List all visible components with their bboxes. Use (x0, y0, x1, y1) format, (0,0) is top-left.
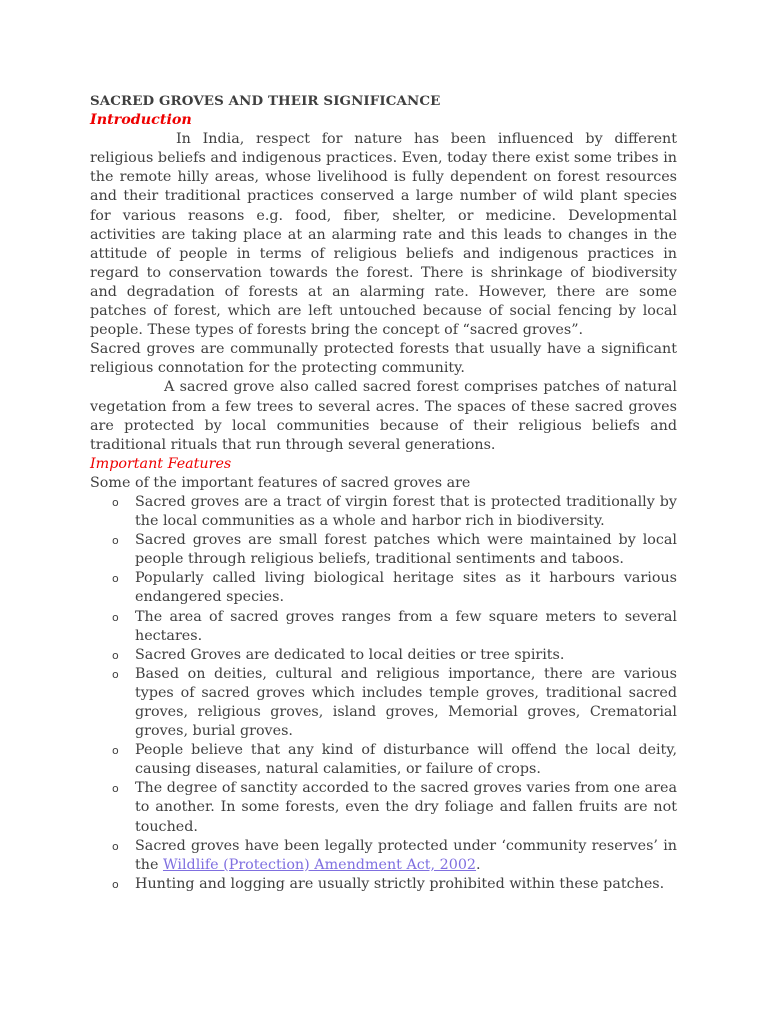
list-item-text: The area of sacred groves ranges from a few square meters to several hectares. (135, 608, 677, 644)
list-item-text: Based on deities, cultural and religious importance, there are various types of sacred groves which includes temple groves, traditional sacred groves, religious groves, island groves, Memorial groves, Crematorial groves, burial groves. (135, 665, 677, 740)
list-item (112, 875, 677, 894)
bullet-icon: o (112, 744, 119, 758)
list-item (112, 608, 677, 646)
bullet-icon: o (112, 839, 119, 853)
list-item (112, 837, 677, 875)
list-item-text: People believe that any kind of disturbance will offend the local deity, causing diseases, natural calamities, or failure of crops. (135, 742, 677, 778)
introduction-heading: Introduction (90, 112, 192, 129)
list-item (112, 493, 677, 531)
intro-paragraph-2: Sacred groves are communally protected forests that usually have a significant religious connotation for the protecting community. (90, 341, 677, 377)
document-title: SACRED GROVES AND THEIR SIGNIFICANCE (90, 93, 441, 109)
bullet-icon: o (112, 572, 119, 586)
bullet-icon: o (112, 648, 119, 662)
document-page (90, 92, 677, 894)
intro-paragraph-3: A sacred grove also called sacred forest comprises patches of natural vegetation from a few trees to several acres. The spaces of these sacred groves are protected by local communities because of their religious beliefs and traditional rituals that run through several generations. (90, 379, 677, 453)
bullet-icon: o (112, 495, 119, 509)
features-lead-text: Some of the important features of sacred groves are (90, 474, 471, 491)
bullet-icon: o (112, 782, 119, 796)
wildlife-act-link[interactable]: Wildlife (Protection) Amendment Act, 2002 (162, 856, 477, 873)
list-item-text: Sacred groves are small forest patches which were maintained by local people through religious beliefs, traditional sentiments and taboos. (135, 532, 677, 568)
bullet-icon: o (112, 534, 119, 548)
list-item-text: Popularly called living biological heritage sites as it harbours various endangered species. (135, 570, 677, 606)
list-item (112, 646, 677, 665)
bullet-icon: o (112, 667, 119, 681)
list-item (112, 779, 677, 836)
features-list (90, 493, 677, 894)
intro-paragraph-1: In India, respect for nature has been influenced by different religious beliefs and indigenous practices. Even, today there exist some tribes in the remote hilly areas, whose livelihood is fully dependent on forest resources and their traditional practices conserved a large number of wild plant species for various reasons e.g. food, fiber, shelter, or medicine. Developmental activities are taking place at an alarming rate and this leads to changes in the attitude of people in terms of religious beliefs and indigenous practices in regard to conservation towards the forest. There is shrinkage of biodiversity and degradation of forests at an alarming rate. However, there are some patches of forest, which are left untouched because of social fencing by local people. These types of forests bring the concept of “sacred groves”. (90, 131, 677, 339)
list-item (112, 569, 677, 607)
list-item-text-after-link: . (476, 856, 481, 873)
list-item-text: Hunting and logging are usually strictly prohibited within these patches. (135, 875, 665, 892)
important-features-heading: Important Features (90, 455, 232, 472)
list-item-text: Sacred Groves are dedicated to local deities or tree spirits. (135, 646, 565, 663)
list-item (112, 741, 677, 779)
bullet-icon: o (112, 877, 119, 891)
list-item-text-before-link: Sacred groves have been legally protected under ‘community reserves’ in the (135, 837, 677, 873)
list-item-text: Sacred groves are a tract of virgin forest that is protected traditionally by the local communities as a whole and harbor rich in biodiversity. (135, 493, 677, 530)
bullet-icon: o (112, 610, 119, 624)
list-item (112, 531, 677, 569)
list-item-text: The degree of sanctity accorded to the sacred groves varies from one area to another. In some forests, even the dry foliage and fallen fruits are not touched. (135, 780, 677, 835)
list-item (112, 665, 677, 741)
